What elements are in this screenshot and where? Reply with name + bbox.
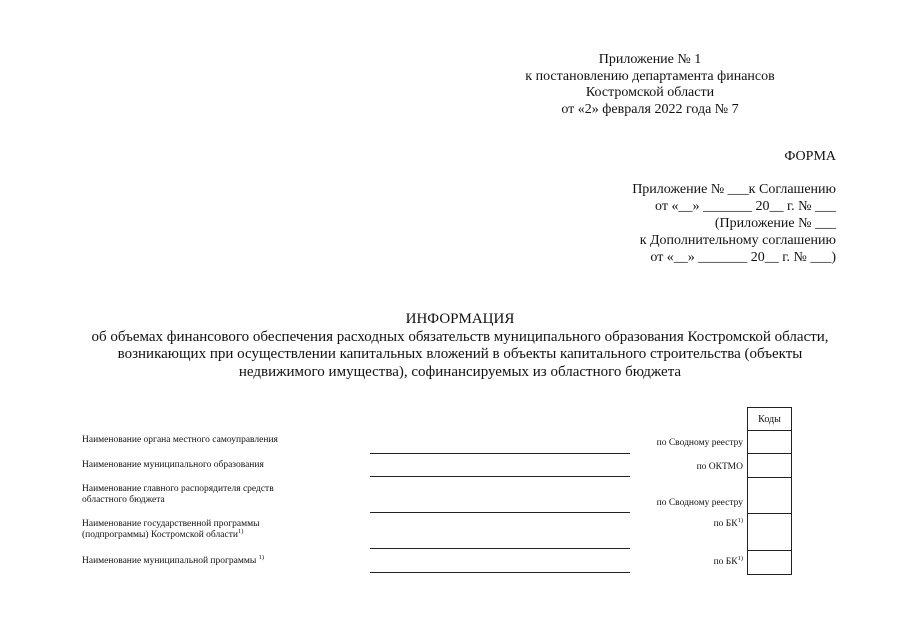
title-line-3: недвижимого имущества), софинансируемых из областного бюджета: [238, 363, 682, 380]
appendix-line-4: от «2» февраля 2022 года № 7: [561, 101, 739, 117]
field-label-authority: Наименование органа местного самоуправления: [82, 435, 278, 445]
field-label-municipality: Наименование муниципального образования: [82, 460, 264, 470]
code-label-register-2: по Сводному реестру: [656, 498, 743, 508]
field-line-municipality[interactable]: [370, 476, 630, 477]
field-label-budget-manager: Наименование главного распорядителя средств областного бюджета: [82, 484, 274, 505]
document-title: [40, 311, 880, 381]
appendix-line-3: Костромской области: [585, 85, 715, 100]
code-cell-2[interactable]: [747, 453, 792, 478]
footnote-mark: 1): [737, 516, 743, 524]
appendix-line-1: Приложение № 1: [598, 52, 702, 67]
field-label-state-program: Наименование государственной программы (подпрограммы) Костромской области$^{1)}$: [82, 519, 260, 540]
code-cell-3[interactable]: [747, 477, 792, 514]
agreement-block: [540, 181, 836, 266]
agreement-line-1: Приложение № ___к Соглашению: [632, 182, 836, 197]
agreement-line-2: от «__» _______ 20__ г. № ___: [655, 199, 836, 214]
field-line-budget-manager[interactable]: [370, 512, 630, 513]
code-cell-1[interactable]: [747, 430, 792, 454]
code-cell-4[interactable]: [747, 513, 792, 551]
agreement-line-5: от «__» _______ 20__ г. № ___): [650, 250, 836, 265]
title-line-1: об объемах финансового обеспечения расходных обязательств муниципального образования Костромской области,: [91, 328, 829, 345]
appendix-header: [490, 52, 810, 118]
title-line-2: возникающих при осуществлении капитальных вложений в объекты капитального строительства (объекты: [117, 346, 803, 362]
agreement-line-4: к Дополнительному соглашению: [639, 233, 836, 248]
footnote-mark: 1): [737, 554, 743, 562]
field-line-municipal-program[interactable]: [370, 572, 630, 573]
footnote-mark: 1): [237, 527, 244, 535]
field-label-municipal-program: Наименование муниципальной программы $^{1)}$: [82, 553, 265, 566]
appendix-line-2: к постановлению департамента финансов: [525, 68, 775, 84]
code-label-register-1: по Сводному реестру: [656, 438, 743, 448]
form-label: ФОРМА: [784, 149, 836, 164]
title-main: ИНФОРМАЦИЯ: [405, 311, 515, 327]
field-line-authority[interactable]: [370, 453, 630, 454]
footnote-mark: 1): [258, 553, 265, 561]
code-label-bk-1: по БК$^{1)}$: [713, 516, 743, 529]
field-line-state-program[interactable]: [370, 548, 630, 549]
agreement-line-3: (Приложение № ___: [714, 216, 836, 231]
code-label-bk-2: по БК$^{1)}$: [713, 554, 743, 567]
codes-header-cell: Коды: [747, 407, 792, 431]
code-cell-5[interactable]: [747, 550, 792, 575]
code-label-oktmo: по ОКТМО: [696, 462, 743, 472]
